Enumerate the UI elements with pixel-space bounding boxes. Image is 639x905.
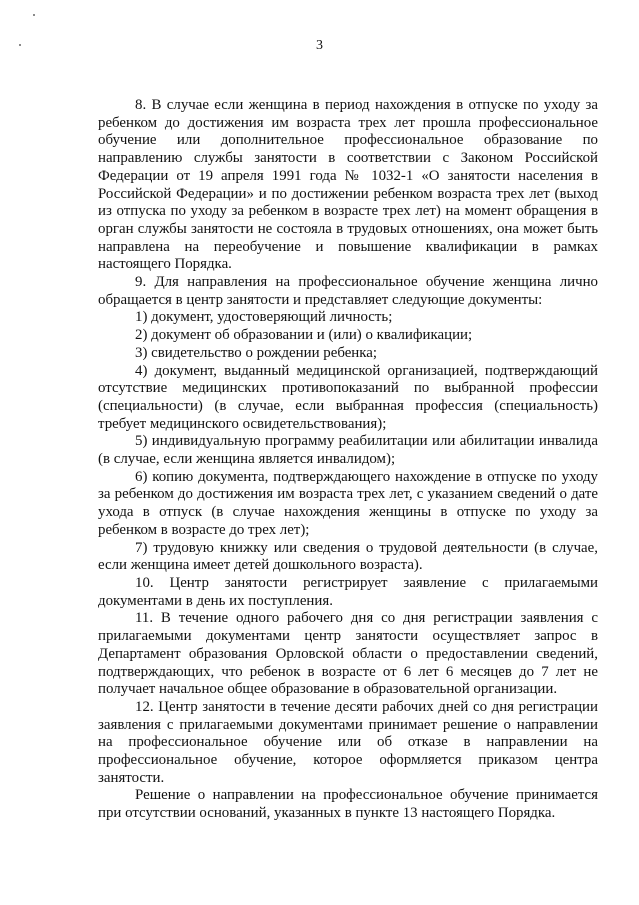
paragraph-decision: Решение о направлении на профессиональное обучение принимается при отсутствии оснований, указанных в пункте 13 настоящего Порядка.: [98, 787, 598, 822]
list-item-6: 6) копию документа, подтверждающего нахождение в отпуске по уходу за ребенком до достижения им возраста трех лет, с указанием сведений о дате ухода в отпуск (в случае нахождения женщины в отпуске по уходу за ребенком в возрасте до трех лет);: [98, 468, 598, 538]
paragraph-item-9: 9. Для направления на профессиональное обучение женщина лично обращается в центр занятости и представляет следующие документы:: [98, 274, 598, 308]
list-item-2: 2) документ об образовании и (или) о квалификации;: [135, 327, 473, 344]
page-number: 3: [316, 38, 323, 53]
scan-speck: [33, 14, 35, 16]
paragraph-item-11: 11. В течение одного рабочего дня со дня регистрации заявления с прилагаемыми документами центр занятости осуществляет запрос в Департамент образования Орловской области о предоставлении сведений, подтверждающих, что ребенок в возрасте от 6 лет 6 месяцев до 7 лет не получает начальное общее образование в образовательной организации.: [98, 610, 598, 698]
list-item-4: 4) документ, выданный медицинской организацией, подтверждающий отсутствие медицинских противопоказаний по выбранной профессии (специальности) (в случае, если выбранная профессия (специальность) требует медицинского освидетельствования);: [98, 362, 598, 432]
paragraph-item-8: 8. В случае если женщина в период нахождения в отпуске по уходу за ребенком до достижения им возраста трех лет прошла профессиональное обучение или дополнительное профессиональное образование по направлению службы занятости в соответствии с Законом Российской Федерации от 19 апреля 1991 года № 1032-1 «О занятости населения в Российской Федерации» и по достижении ребенком возраста трех лет (выход из отпуска по уходу за ребенком в возрасте трех лет) на момент обращения в орган службы занятости не состояла в трудовых отношениях, она может быть направлена на переобучение и повышение квалификации в рамках настоящего Порядка.: [98, 97, 598, 273]
list-item-7: 7) трудовую книжку или сведения о трудовой деятельности (в случае, если женщина имеет детей дошкольного возраста).: [98, 539, 598, 574]
list-item-1: 1) документ, удостоверяющий личность;: [135, 309, 393, 326]
paragraph-item-10: 10. Центр занятости регистрирует заявление с прилагаемыми документами в день их поступления.: [98, 574, 598, 609]
list-item-3: 3) свидетельство о рождении ребенка;: [135, 344, 378, 361]
paragraph-item-12: 12. Центр занятости в течение десяти рабочих дней со дня регистрации заявления с прилагаемыми документами принимает решение о направлении на профессиональное обучение или об отказе в направлении на профессиональное обучение, которое оформляется приказом центра занятости.: [98, 698, 598, 786]
document-body: [98, 97, 598, 823]
list-item-5: 5) индивидуальную программу реабилитации или абилитации инвалида (в случае, если женщина является инвалидом);: [98, 433, 598, 468]
